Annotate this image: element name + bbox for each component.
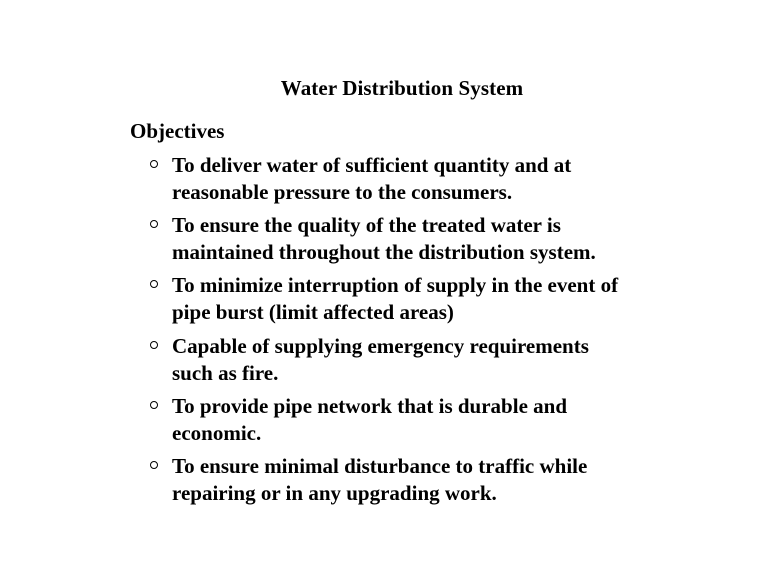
- list-item-text: [172, 393, 732, 447]
- list-item-line: pipe burst (limit affected areas): [172, 300, 454, 324]
- list-item-line: Capable of supplying emergency requirements: [172, 334, 589, 358]
- list-item-line: To ensure minimal disturbance to traffic while: [172, 454, 588, 478]
- list-item-line: To deliver water of sufficient quantity and at: [172, 153, 572, 177]
- list-item-line: maintained throughout the distribution system.: [172, 240, 596, 264]
- list-item-line: To minimize interruption of supply in the event of: [172, 273, 619, 297]
- list-item-line: economic.: [172, 421, 262, 445]
- list-item-line: To provide pipe network that is durable and: [172, 394, 568, 418]
- hollow-circle-bullet-icon: [150, 341, 158, 349]
- section-heading: Objectives: [130, 119, 225, 143]
- page-title: Water Distribution System: [280, 76, 524, 100]
- list-item-text: [172, 152, 732, 206]
- hollow-circle-bullet-icon: [150, 401, 158, 409]
- list-item-line: repairing or in any upgrading work.: [172, 481, 497, 505]
- list-item-line: To ensure the quality of the treated water is: [172, 213, 561, 237]
- list-item-text: [172, 453, 732, 507]
- list-item-text: [172, 333, 732, 387]
- hollow-circle-bullet-icon: [150, 461, 158, 469]
- hollow-circle-bullet-icon: [150, 160, 158, 168]
- list-item-line: such as fire.: [172, 361, 279, 385]
- hollow-circle-bullet-icon: [150, 220, 158, 228]
- hollow-circle-bullet-icon: [150, 280, 158, 288]
- list-item-text: [172, 212, 732, 266]
- list-item-line: reasonable pressure to the consumers.: [172, 180, 513, 204]
- list-item-text: [172, 272, 732, 326]
